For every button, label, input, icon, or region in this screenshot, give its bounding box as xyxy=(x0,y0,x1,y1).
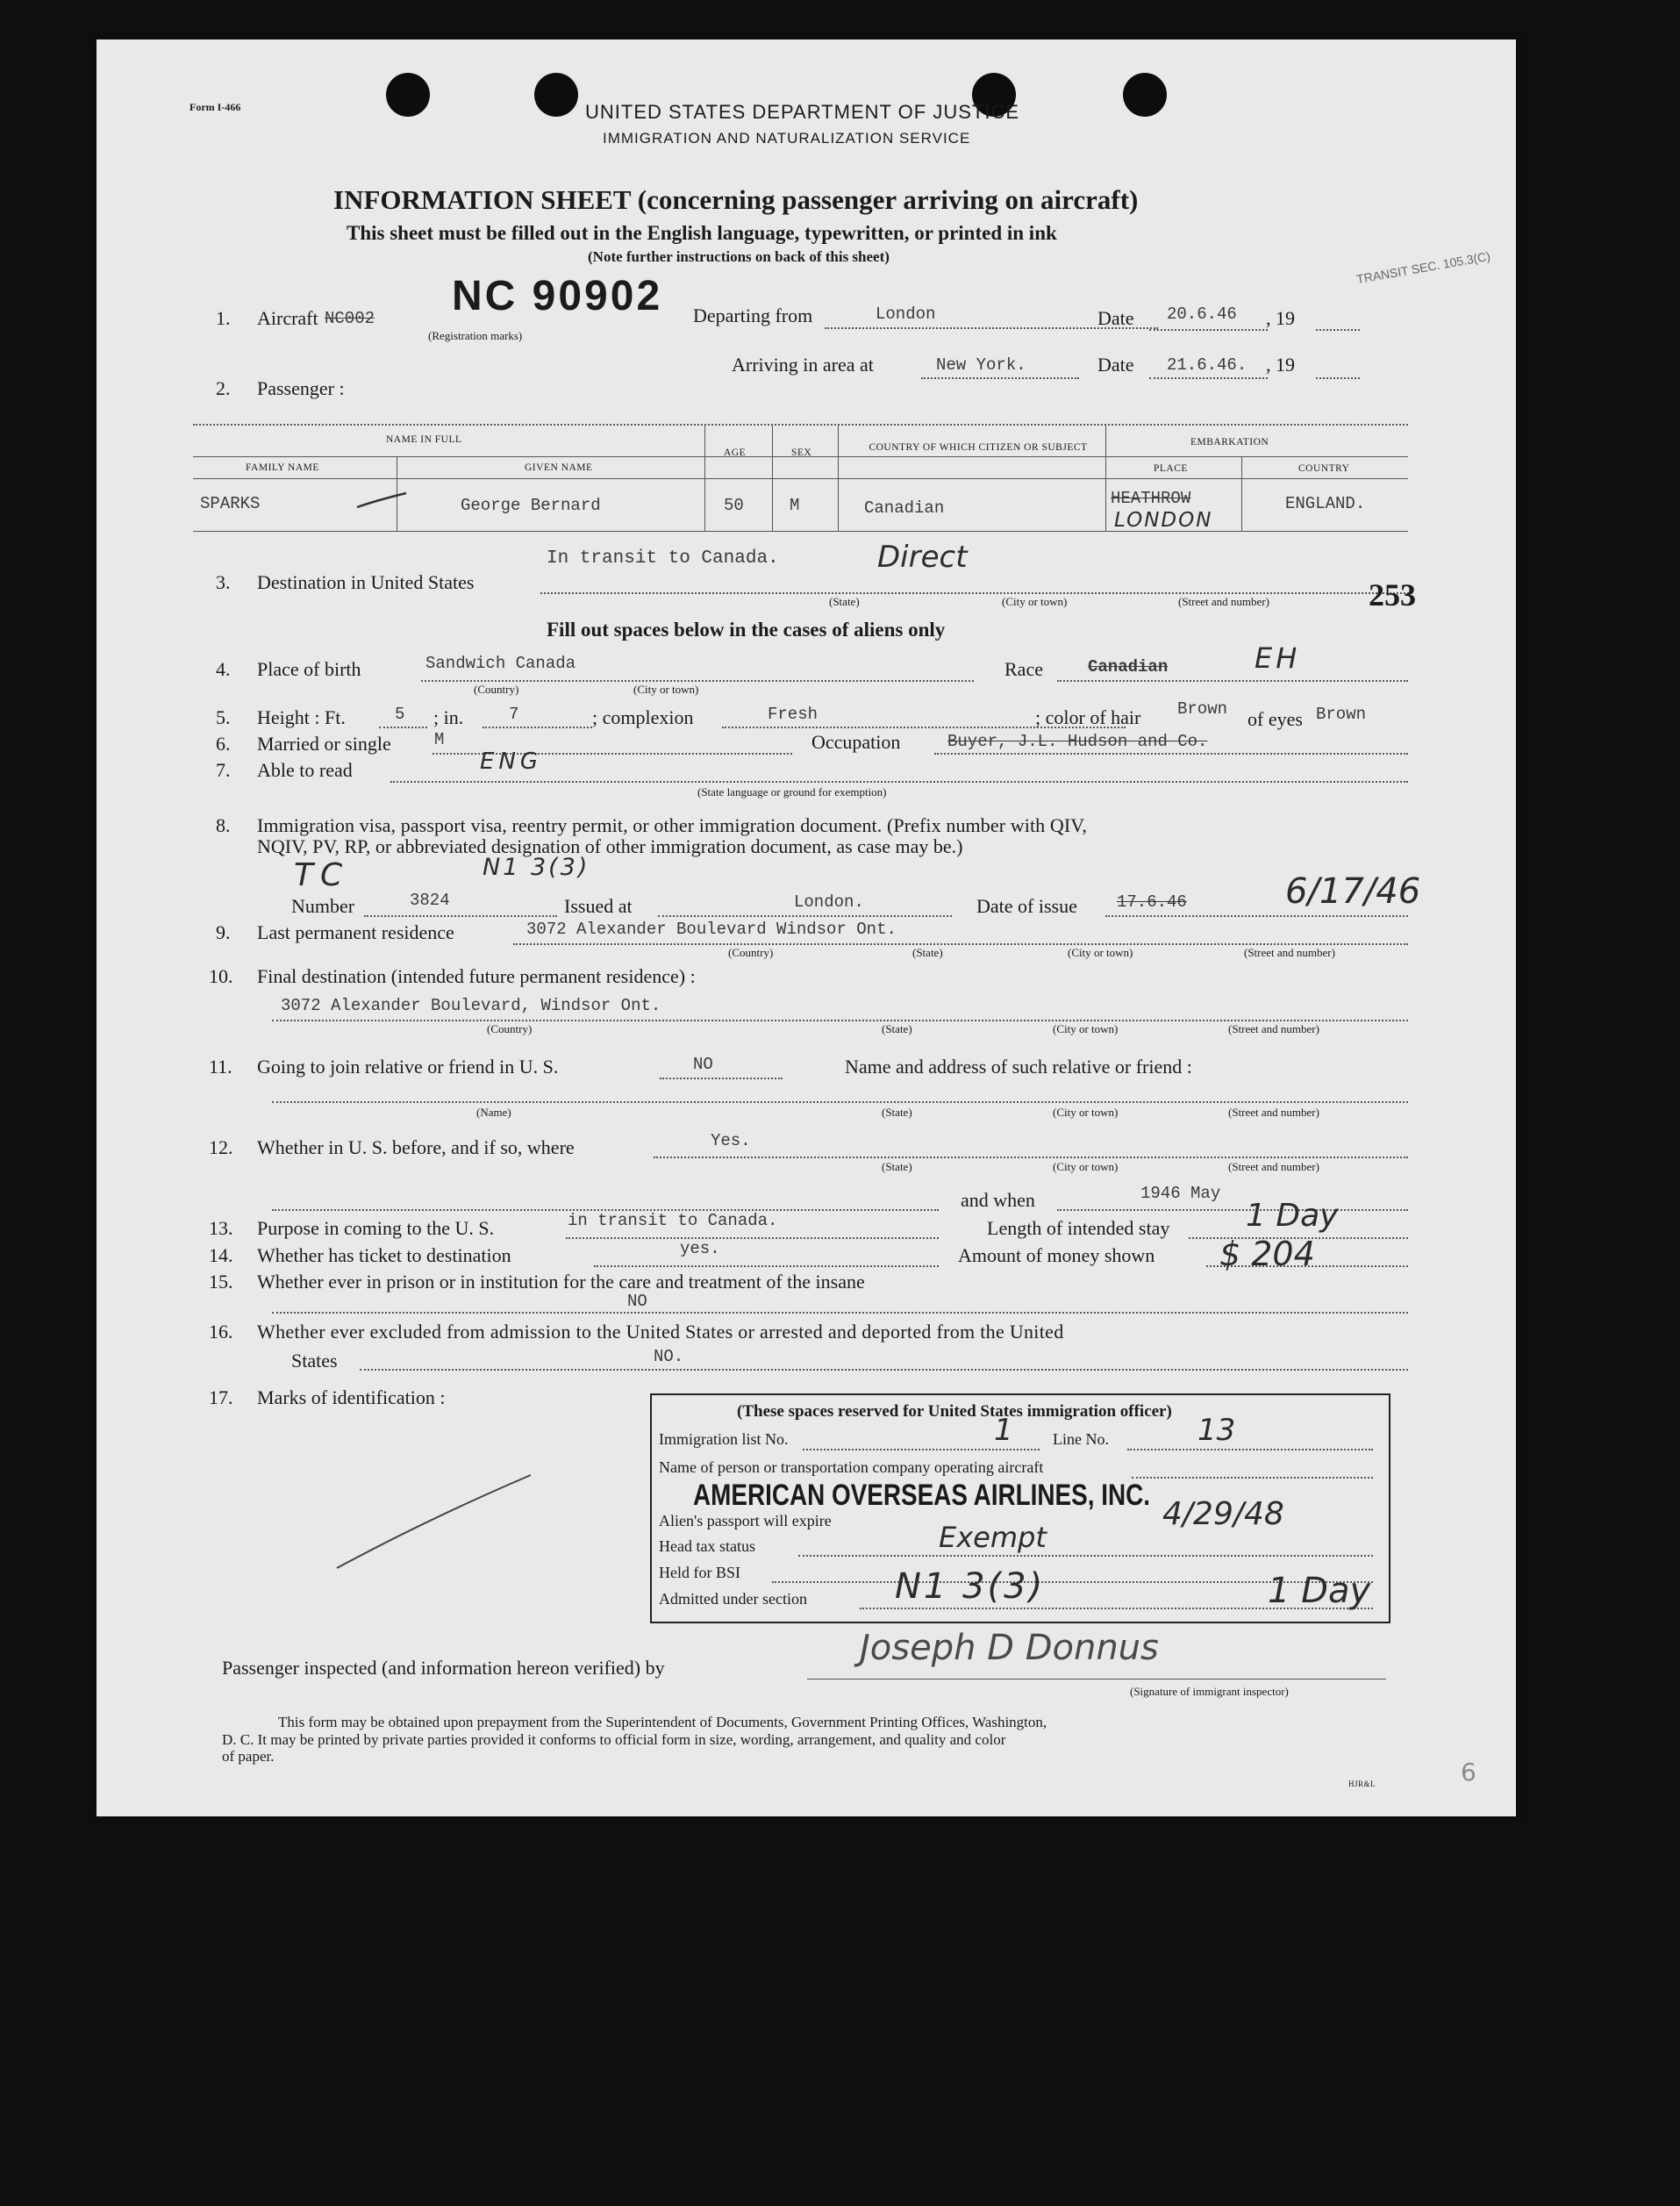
table-header-bottom-rule xyxy=(193,478,1408,479)
prison-label: Whether ever in prison or in institution for the care and treatment of the insane xyxy=(257,1271,865,1293)
officer-box-heading: (These spaces reserved for United States immigration officer) xyxy=(737,1402,1172,1421)
back-note: (Note further instructions on back of this sheet) xyxy=(588,248,890,265)
table-bottom-rule xyxy=(193,531,1408,532)
able-to-read-label: Able to read xyxy=(257,759,353,781)
registration-caption: (Registration marks) xyxy=(428,329,523,342)
immigration-list-label: Immigration list No. xyxy=(659,1430,789,1448)
given-name-value: George Bernard xyxy=(461,496,601,515)
able-to-read-hand: ENG xyxy=(480,748,543,775)
issue-date-struck: 17.6.46 xyxy=(1117,892,1187,912)
stay-length-label: Length of intended stay xyxy=(987,1217,1170,1239)
service-heading: IMMIGRATION AND NATURALIZATION SERVICE xyxy=(603,130,971,147)
item-number: 15. xyxy=(209,1271,233,1293)
punch-hole xyxy=(386,73,430,117)
excluded-value: NO. xyxy=(654,1347,684,1366)
identification-marks-label: Marks of identification : xyxy=(257,1386,446,1408)
money-label: Amount of money shown xyxy=(958,1244,1155,1266)
birthplace-line xyxy=(421,680,974,682)
destination-typed: In transit to Canada. xyxy=(547,548,779,569)
street-caption: (Street and number) xyxy=(1228,1106,1319,1119)
given-name-header: GIVEN NAME xyxy=(525,462,593,473)
page-title: INFORMATION SHEET (concerning passenger arriving on aircraft) xyxy=(333,184,1139,215)
table-top-rule xyxy=(193,424,1408,426)
family-name-tick xyxy=(355,490,408,512)
document-prefix-hand: TC xyxy=(294,857,350,893)
table-divider xyxy=(838,426,839,531)
company-line xyxy=(1132,1477,1373,1479)
marital-status-label: Married or single xyxy=(257,733,391,755)
item-number: 13. xyxy=(209,1217,233,1239)
eyes-label: of eyes xyxy=(1247,708,1303,730)
excluded-line xyxy=(360,1369,1408,1371)
arriving-line xyxy=(921,377,1079,379)
table-divider xyxy=(1241,457,1242,531)
destination-label: Destination in United States xyxy=(257,571,475,593)
citizen-header: COUNTRY OF WHICH CITIZEN OR SUBJECT xyxy=(869,442,1088,453)
previous-visit-when-label: and when xyxy=(961,1189,1035,1211)
transit-stamp: TRANSIT SEC. 105.3(C) xyxy=(1355,248,1491,287)
corner-page-mark: 6 xyxy=(1461,1758,1476,1787)
item-number: 11. xyxy=(209,1056,232,1078)
footer-line3: of paper. xyxy=(222,1748,275,1765)
race-line xyxy=(1057,680,1408,682)
item-number: 3. xyxy=(216,571,231,593)
arriving-label: Arriving in area at xyxy=(732,354,874,376)
line-number-label: Line No. xyxy=(1053,1430,1109,1448)
company-label: Name of person or transportation company operating aircraft xyxy=(659,1458,1044,1476)
issue-date-line xyxy=(1105,915,1408,917)
relative-address-line xyxy=(272,1101,1408,1103)
purpose-value: in transit to Canada. xyxy=(568,1211,778,1230)
inspection-label: Passenger inspected (and information hereon verified) by xyxy=(222,1657,665,1679)
ticket-value: yes. xyxy=(680,1239,720,1258)
information-sheet-page xyxy=(97,39,1516,1816)
item-number: 14. xyxy=(209,1244,233,1266)
last-residence-label: Last permanent residence xyxy=(257,921,454,943)
hair-value: Brown xyxy=(1177,699,1228,719)
document-number-label: Number xyxy=(291,895,355,917)
country-caption: (Country) xyxy=(728,946,774,959)
state-caption: (State) xyxy=(882,1022,912,1035)
height-ft-value: 5 xyxy=(395,705,405,724)
last-residence-value: 3072 Alexander Boulevard Windsor Ont. xyxy=(526,920,897,939)
document-number-value: 3824 xyxy=(410,891,450,910)
punch-hole xyxy=(1123,73,1167,117)
hair-label: ; color of hair xyxy=(1035,706,1141,728)
item-number: 2. xyxy=(216,377,231,399)
departing-label: Departing from xyxy=(693,304,813,326)
item-number: 8. xyxy=(216,814,231,836)
final-destination-value: 3072 Alexander Boulevard, Windsor Ont. xyxy=(281,996,661,1015)
document-class-hand: N1 3(3) xyxy=(483,854,590,881)
birthplace-value: Sandwich Canada xyxy=(425,654,576,673)
city-caption: (City or town) xyxy=(1002,595,1068,608)
item-number: 16. xyxy=(209,1321,233,1343)
aircraft-registration: NC 90902 xyxy=(452,273,663,319)
footer-line1: This form may be obtained upon prepayment from the Superintendent of Documents, Government Printing Offices, Washington, xyxy=(278,1714,1047,1730)
place-header: PLACE xyxy=(1154,463,1188,474)
street-caption: (Street and number) xyxy=(1228,1022,1319,1035)
arrival-date-label: Date xyxy=(1097,354,1134,376)
embarkation-header: EMBARKATION xyxy=(1190,437,1269,448)
birthplace-label: Place of birth xyxy=(257,658,361,680)
passport-expiry-label: Alien's passport will expire xyxy=(659,1512,832,1529)
issue-date-hand: 6/17/46 xyxy=(1285,871,1421,912)
height-in-value: 7 xyxy=(509,705,519,724)
previous-visit-value: Yes. xyxy=(711,1131,751,1150)
sex-value: M xyxy=(790,496,800,515)
height-in-label: ; in. xyxy=(433,706,464,728)
document-instruction-line1: Immigration visa, passport visa, reentry permit, or other immigration document. (Prefix number with QIV, xyxy=(257,814,1088,836)
item-number: 4. xyxy=(216,658,231,680)
head-tax-label: Head tax status xyxy=(659,1537,755,1555)
item-number: 5. xyxy=(216,706,231,728)
department-heading: UNITED STATES DEPARTMENT OF JUSTICE xyxy=(585,101,1020,123)
city-caption: (City or town) xyxy=(633,683,699,696)
state-caption: (State) xyxy=(829,595,860,608)
street-caption: (Street and number) xyxy=(1178,595,1269,608)
arriving-value: New York. xyxy=(936,355,1026,375)
family-name-value: SPARKS xyxy=(200,494,261,513)
departure-date-label: Date xyxy=(1097,307,1134,329)
relative-name-label: Name and address of such relative or friend : xyxy=(845,1056,1192,1078)
country-header: COUNTRY xyxy=(1298,463,1350,474)
document-number-line xyxy=(364,915,557,917)
item-number: 10. xyxy=(209,965,233,987)
language-caption: (State language or ground for exemption) xyxy=(697,785,887,799)
page-stamp-number: 253 xyxy=(1369,577,1416,612)
street-caption: (Street and number) xyxy=(1244,946,1335,959)
document-instruction-line2: NQIV, PV, RP, or abbreviated designation of other immigration document, as case may be.) xyxy=(257,835,963,857)
city-caption: (City or town) xyxy=(1053,1022,1119,1035)
race-hand: EH xyxy=(1255,641,1301,675)
issued-at-value: London. xyxy=(794,892,864,912)
signature-caption: (Signature of immigrant inspector) xyxy=(1130,1685,1289,1698)
marital-status-value: M xyxy=(434,730,445,749)
city-caption: (City or town) xyxy=(1053,1160,1119,1173)
country-caption: (Country) xyxy=(474,683,519,696)
relative-friend-label: Going to join relative or friend in U. S. xyxy=(257,1056,559,1078)
last-residence-line xyxy=(513,943,1408,945)
issue-date-label: Date of issue xyxy=(976,895,1077,917)
able-to-read-line xyxy=(390,781,1408,783)
stay-length-hand: 1 Day xyxy=(1246,1198,1339,1234)
arrival-year-line xyxy=(1316,377,1360,379)
relative-friend-line xyxy=(660,1078,783,1079)
airline-stamp: AMERICAN OVERSEAS AIRLINES, INC. xyxy=(693,1479,1150,1512)
footer-line2: D. C. It may be printed by private parties provided it conforms to official form in size, wording, arrangement, and quality and color xyxy=(222,1731,1006,1748)
punch-hole xyxy=(534,73,578,117)
passport-expiry-hand: 4/29/48 xyxy=(1162,1496,1284,1532)
city-caption: (City or town) xyxy=(1053,1106,1119,1119)
name-caption: (Name) xyxy=(476,1106,511,1119)
previous-visit-when-value: 1946 May xyxy=(1140,1184,1221,1203)
embarkation-place-hand: LONDON xyxy=(1114,509,1213,532)
ticket-line xyxy=(594,1265,939,1267)
arrival-date-value: 21.6.46. xyxy=(1167,355,1247,375)
admitted-label: Admitted under section xyxy=(659,1590,807,1608)
item-number: 17. xyxy=(209,1386,233,1408)
issued-at-line xyxy=(658,915,952,917)
item-number: 1. xyxy=(216,307,231,329)
departing-value: London xyxy=(876,304,936,324)
table-divider xyxy=(772,426,773,531)
age-header: AGE xyxy=(724,448,747,458)
aliens-only-heading: Fill out spaces below in the cases of aliens only xyxy=(547,619,946,641)
form-number: Form I-466 xyxy=(189,101,241,113)
occupation-value: Buyer, J.L. Hudson and Co. xyxy=(947,732,1208,751)
aircraft-struck-value: NC002 xyxy=(325,309,375,328)
citizen-value: Canadian xyxy=(864,498,945,518)
arrival-year-prefix: , 19 xyxy=(1266,354,1295,376)
purpose-label: Purpose in coming to the U. S. xyxy=(257,1217,495,1239)
destination-line xyxy=(540,592,1409,594)
previous-visit-label: Whether in U. S. before, and if so, where xyxy=(257,1136,575,1158)
race-struck: Canadian xyxy=(1088,657,1169,677)
age-value: 50 xyxy=(724,496,744,515)
embarkation-place-typed: HEATHROW xyxy=(1111,489,1191,508)
line-number-hand: 13 xyxy=(1197,1413,1236,1448)
destination-hand: Direct xyxy=(877,540,968,575)
item-number: 7. xyxy=(216,759,231,781)
signature-line xyxy=(807,1679,1386,1680)
printer-mark: HJR&L xyxy=(1348,1780,1376,1788)
immigration-list-line xyxy=(803,1449,1040,1450)
purpose-line xyxy=(566,1237,939,1239)
final-destination-label: Final destination (intended future permanent residence) : xyxy=(257,965,696,987)
inspector-signature: Joseph D Donnus xyxy=(860,1628,1159,1668)
country-caption: (Country) xyxy=(487,1022,533,1035)
city-caption: (City or town) xyxy=(1068,946,1133,959)
admitted-days-hand: 1 Day xyxy=(1268,1571,1371,1611)
family-name-header: FAMILY NAME xyxy=(246,462,319,473)
state-caption: (State) xyxy=(882,1160,912,1173)
item-number: 12. xyxy=(209,1136,233,1158)
bsi-label: Held for BSI xyxy=(659,1564,740,1581)
complexion-label: ; complexion xyxy=(592,706,694,728)
prison-line xyxy=(272,1312,1408,1314)
departure-year-prefix: , 19 xyxy=(1266,307,1295,329)
occupation-label: Occupation xyxy=(811,731,901,753)
height-label: Height : Ft. xyxy=(257,706,346,728)
occupation-line xyxy=(934,753,1408,755)
aircraft-label: Aircraft xyxy=(257,307,318,329)
height-ft-line xyxy=(379,727,427,728)
table-divider xyxy=(704,426,705,531)
state-caption: (State) xyxy=(882,1106,912,1119)
issued-at-label: Issued at xyxy=(564,895,633,917)
height-in-line xyxy=(483,727,592,728)
item-number: 6. xyxy=(216,733,231,755)
state-caption: (State) xyxy=(912,946,943,959)
street-caption: (Street and number) xyxy=(1228,1160,1319,1173)
passenger-label: Passenger : xyxy=(257,377,345,399)
sex-header: SEX xyxy=(791,448,812,458)
embarkation-country-value: ENGLAND. xyxy=(1285,494,1366,513)
excluded-label-line1: Whether ever excluded from admission to the United States or arrested and deported from the United xyxy=(257,1321,1064,1343)
identification-marks-dash xyxy=(333,1470,535,1575)
immigration-list-hand: 1 xyxy=(994,1413,1013,1448)
head-tax-line xyxy=(798,1555,1373,1557)
eyes-value: Brown xyxy=(1316,705,1367,724)
item-number: 9. xyxy=(216,921,231,943)
admitted-section-hand: N1 3(3) xyxy=(895,1566,1046,1607)
language-instruction: This sheet must be filled out in the English language, typewritten, or printed in ink xyxy=(347,222,1057,244)
previous-visit-when-line xyxy=(1057,1209,1408,1211)
race-label: Race xyxy=(1004,658,1043,680)
departure-date-value: 20.6.46 xyxy=(1167,304,1237,324)
ticket-label: Whether has ticket to destination xyxy=(257,1244,511,1266)
head-tax-hand: Exempt xyxy=(939,1521,1047,1554)
table-divider xyxy=(1105,426,1106,531)
arrival-date-line xyxy=(1149,377,1268,379)
relative-friend-value: NO xyxy=(693,1055,713,1074)
departure-year-line xyxy=(1316,329,1360,331)
name-in-full-header: NAME IN FULL xyxy=(386,434,462,445)
final-destination-line xyxy=(272,1020,1408,1021)
excluded-label-line2: States xyxy=(291,1350,338,1372)
departure-date-line xyxy=(1149,329,1268,331)
previous-visit-line xyxy=(654,1157,1408,1158)
line-number-line xyxy=(1127,1449,1373,1450)
complexion-value: Fresh xyxy=(768,705,819,724)
prison-value: NO xyxy=(627,1292,647,1311)
money-hand: $ 204 xyxy=(1219,1235,1315,1273)
